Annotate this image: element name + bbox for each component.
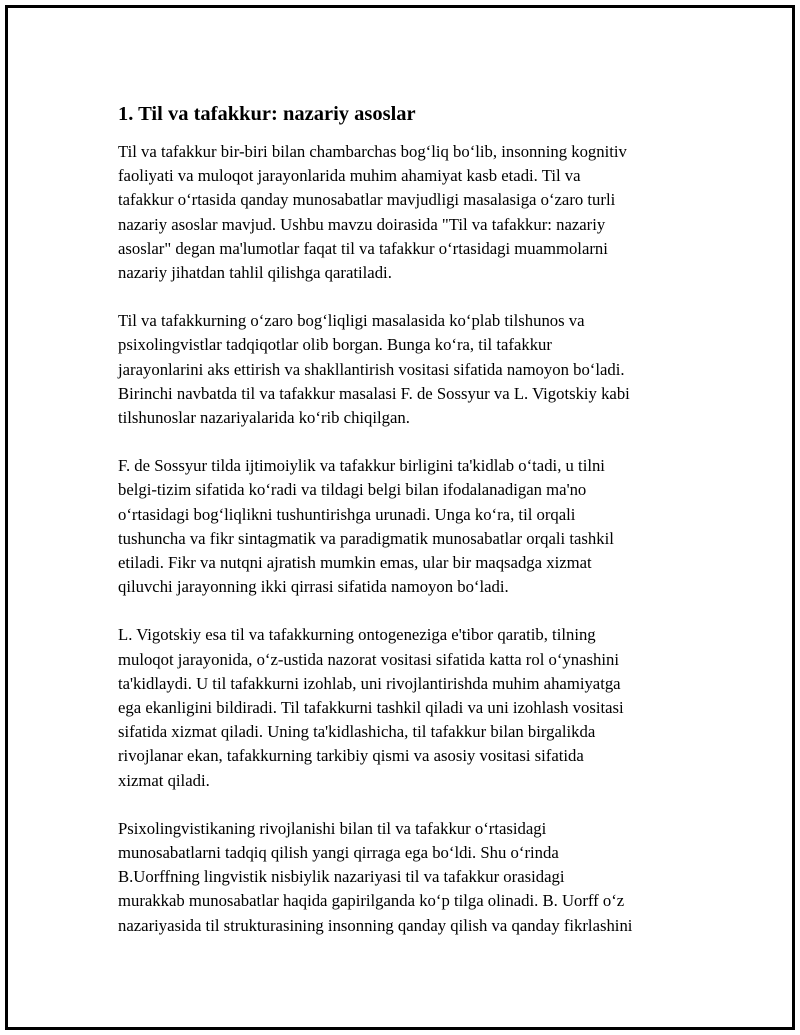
paragraph-4: L. Vigotskiy esa til va tafakkurning ontogeneziga e'tibor qaratib, tilning muloqot jarayonida, o‘z-ustida nazorat vositasi sifatida katta rol o‘ynashini ta'kidlaydi. U til tafakkurni izohlab, uni rivojlantirishda muhim ahamiyatga ega ekanligini bildiradi. Til tafakkurni tashkil qiladi va uni izohlash vositasi sifatida xizmat qiladi. Uning ta'kidlashicha, til tafakkur bilan birgalikda rivojlanar ekan, tafakkurning tarkibiy qismi va asosiy vositasi sifatida xizmat qiladi. [118, 625, 624, 790]
paragraph-3: F. de Sossyur tilda ijtimoiylik va tafakkur birligini ta'kidlab o‘tadi, u tilni belgi-tizim sifatida ko‘radi va tildagi belgi bilan ifodalanadigan ma'no o‘rtasidagi bog‘liqlikni tushuntirishga urunadi. Unga ko‘ra, til orqali tushuncha va fikr sintagmatik va paradigmatik munosabatlar orqali tashkil etiladi. Fikr va nutqni ajratish mumkin emas, ular bir maqsadga xizmat qiluvchi jarayonning ikki qirrasi sifatida namoyon bo‘ladi. [118, 456, 614, 597]
document-body [118, 100, 700, 962]
paragraph-2: Til va tafakkurning o‘zaro bog‘liqligi masalasida ko‘plab tilshunos va psixolingvistlar tadqiqotlar olib borgan. Bunga ko‘ra, til tafakkur jarayonlarini aks ettirish va shakllantirish vositasi sifatida namoyon bo‘ladi. Birinchi navbatda til va tafakkur masalasi F. de Sossyur va L. Vigotskiy kabi tilshunoslar nazariyalarida ko‘rib chiqilgan. [118, 311, 630, 428]
section-heading: 1. Til va tafakkur: nazariy asoslar [118, 103, 416, 125]
paragraph-1: Til va tafakkur bir-biri bilan chambarchas bog‘liq bo‘lib, insonning kognitiv faoliyati va muloqot jarayonlarida muhim ahamiyat kasb etadi. Til va tafakkur o‘rtasida qanday munosabatlar mavjudligi masalasiga o‘zaro turli nazariy asoslar mavjud. Ushbu mavzu doirasida "Til va tafakkur: nazariy asoslar" degan ma'lumotlar faqat til va tafakkur o‘rtasidagi muammolarni nazariy jihatdan tahlil qilishga qaratiladi. [118, 142, 627, 283]
document-page [5, 5, 795, 1030]
paragraph-5: Psixolingvistikaning rivojlanishi bilan til va tafakkur o‘rtasidagi munosabatlarni tadqiq qilish yangi qirraga ega bo‘ldi. Shu o‘rinda B.Uorffning lingvistik nisbiylik nazariyasi til va tafakkur orasidagi murakkab munosabatlar haqida gapirilganda ko‘p tilga olinadi. B. Uorff o‘z nazariyasida til strukturasining insonning qanday qilish va qanday fikrlashini [118, 818, 633, 935]
